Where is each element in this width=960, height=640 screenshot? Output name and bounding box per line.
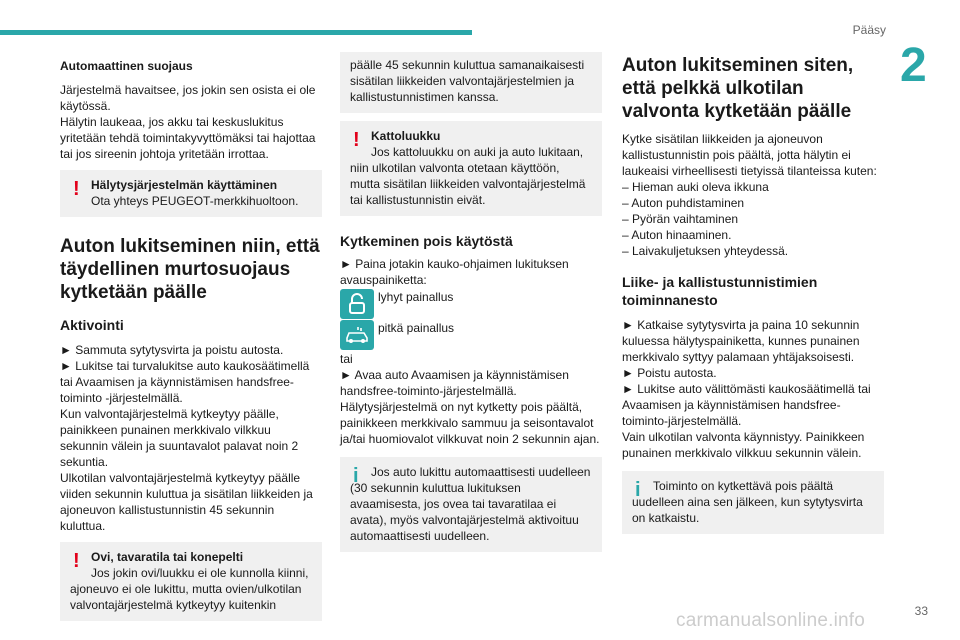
car-unlock-icon [340, 320, 374, 350]
sensor-step-1: ► Katkaise sytytysvirta ja paina 10 sekunnin kuluessa hälytyspainiketta, kunnes punainen merkkivalo syttyy palamaan yhtäjaksoisesti. [622, 318, 860, 364]
section-title: Pääsy [852, 23, 886, 37]
continued-text: päälle 45 sekunnin kuluttua samanaikaisesti sisätilan liikkeiden valvontajärjestelmien ja kallistustunnistimen kanssa. [350, 58, 585, 104]
warning-box-doors [60, 542, 322, 621]
deactivation-note: Hälytysjärjestelmä on nyt kytketty pois päältä, painikkeen merkkivalo sammuu ja seisontavalot ja/tai huomiovalot vilkkuvat noin 2 sekunnin ajan. [340, 400, 600, 446]
activation-step-2: ► Lukitse tai turvalukitse auto kaukosäätimellä tai Avaamisen ja käynnistämisen handsfree-toiminto -järjestelmällä. [60, 359, 310, 405]
warning-text: Ota yhteys PEUGEOT-merkkihuoltoon. [91, 194, 299, 208]
or-text: tai [340, 352, 353, 366]
exterior-intro: Kytke sisätilan liikkeiden ja ajoneuvon kallistustunnistin pois päältä, jotta hälytin ei laukeaisi virheellisesti tietyissä tilanteissa kuten: [622, 132, 877, 178]
key-long-press-label: pitkä painallus [378, 321, 455, 335]
auto-protection-heading: Automaattinen suojaus [60, 59, 193, 73]
list-item: – Hieman auki oleva ikkuna [622, 180, 769, 194]
info-box-relock [340, 457, 602, 552]
column-2 [340, 52, 602, 552]
warning-text: Jos jokin ovi/luukku ei ole kunnolla kiinni, ajoneuvo ei ole lukittu, mutta ovien/ulkotilan valvontajärjestelmä kytkeytyy kuitenkin [70, 566, 309, 612]
list-item: – Pyörän vaihtaminen [622, 212, 739, 226]
key-long-press-row [340, 320, 602, 350]
top-accent-bar [0, 30, 472, 35]
continued-box [340, 52, 602, 113]
warning-box-sunroof [340, 121, 602, 216]
deactivation-step-1: ► Paina jotakin kauko-ohjaimen lukituksen avauspainiketta: [340, 257, 569, 287]
unlock-icon [340, 289, 374, 319]
auto-protection-p2: Hälytin laukeaa, jos akku tai keskuslukitus yritetään tehdä toimintakyvyttömäksi tai hajottaa tai jos sireenin johtoja yritetään irrottaa. [60, 115, 316, 161]
warning-icon: ! [73, 550, 80, 572]
activation-step-1: ► Sammuta sytytysvirta ja poistu autosta. [60, 343, 284, 357]
sensor-step-2: ► Poistu autosta. [622, 366, 717, 380]
sensor-disable-heading: Liike- ja kallistustunnistimien toiminnanesto [622, 274, 818, 308]
list-item: – Auton hinaaminen. [622, 228, 732, 242]
activation-note-1: Kun valvontajärjestelmä kytkeytyy päälle, painikkeen punainen merkkivalo vilkkuu sekunnin välein ja suuntavalot palavat noin 2 sekuntia. [60, 407, 299, 469]
full-protection-heading: Auton lukitseminen niin, että täydellinen murtosuojaus kytketään päälle [60, 236, 320, 303]
auto-protection-p1: Järjestelmä havaitsee, jos jokin sen osista ei ole käytössä. [60, 83, 316, 113]
page-number: 33 [914, 604, 928, 618]
activation-note-2: Ulkotilan valvontajärjestelmä kytkeytyy päälle viiden sekunnin kuluttua ja sisätilan liikkeiden ja ajoneuvon kallistustunnistin 45 sekunnin kuluttua. [60, 471, 313, 533]
warning-title: Kattoluukku [371, 129, 441, 143]
sensor-note: Vain ulkotilan valvonta käynnistyy. Painikkeen punainen merkkivalo vilkkuu sekunnin välein. [622, 430, 865, 460]
exterior-only-heading: Auton lukitseminen siten, että pelkkä ulkotilan valvonta kytketään päälle [622, 55, 854, 122]
warning-title: Hälytysjärjestelmän käyttäminen [91, 178, 278, 192]
column-3 [622, 52, 884, 534]
list-item: – Laivakuljetuksen yhteydessä. [622, 244, 789, 258]
warning-title: Ovi, tavaratila tai konepelti [91, 550, 244, 564]
column-1 [60, 52, 322, 621]
info-text: Jos auto lukittu automaattisesti uudelleen (30 sekunnin kuluttua lukituksen avaamisesta, jos ovea tai tavaratilaa ei avata), myös valvontajärjestelmä aktivoituu automaattisesti uudelleen. [350, 465, 591, 543]
key-short-press-row [340, 289, 602, 319]
info-icon: i [635, 479, 641, 501]
deactivation-step-2: ► Avaa auto Avaamisen ja käynnistämisen handsfree-toiminto-järjestelmällä. [340, 368, 569, 398]
warning-text: Jos kattoluukku on auki ja auto lukitaan, niin ulkotilan valvonta otetaan käyttöön, mutta sisätilan liikkeiden valvontajärjestelmä tai kallistustunnistin eivät. [350, 145, 586, 207]
warning-box-alarm [60, 170, 322, 217]
warning-icon: ! [353, 129, 360, 151]
info-text: Toiminto on kytkettävä pois päältä uudelleen aina sen jälkeen, kun sytytysvirta on katkaistu. [632, 479, 863, 525]
info-icon: i [353, 465, 359, 487]
sensor-step-3: ► Lukitse auto välittömästi kaukosäätimellä tai Avaamisen ja käynnistämisen handsfree-toiminto-järjestelmällä. [622, 382, 871, 428]
key-short-press-label: lyhyt painallus [378, 290, 454, 304]
watermark: carmanualsonline.info [676, 610, 866, 631]
warning-icon: ! [73, 178, 80, 200]
deactivation-heading: Kytkeminen pois käytöstä [340, 233, 513, 249]
list-item: – Auton puhdistaminen [622, 196, 745, 210]
activation-heading: Aktivointi [60, 317, 124, 333]
chapter-number: 2 [900, 39, 927, 92]
info-box-ignition [622, 471, 884, 534]
